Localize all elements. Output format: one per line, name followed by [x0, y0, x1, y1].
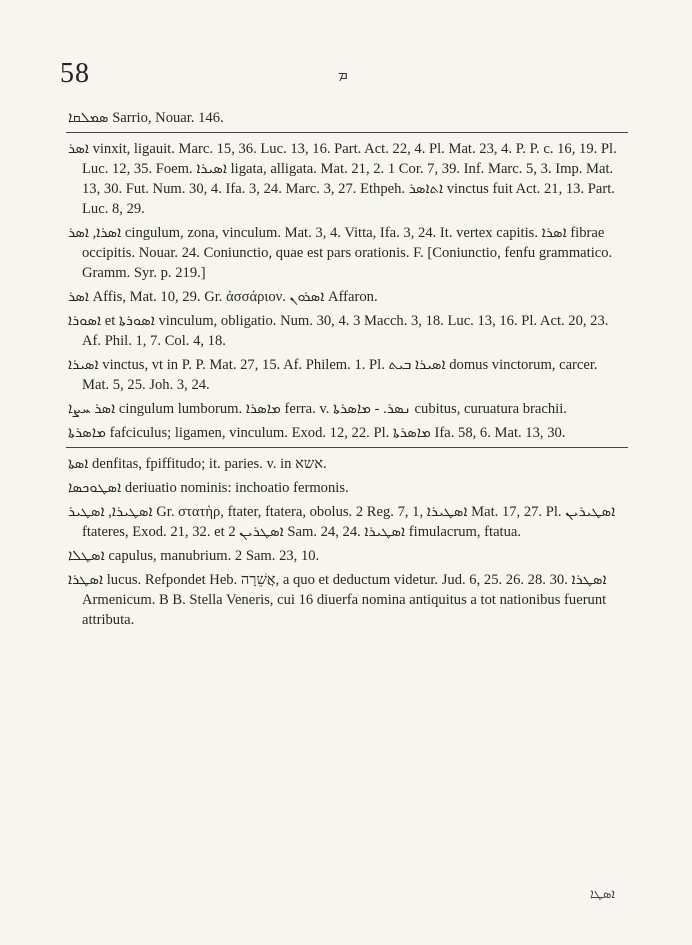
section-divider — [66, 447, 628, 448]
section-divider — [66, 132, 628, 133]
dictionary-entry: ܐܣܪ Affis, Mat. 10, 29. Gr. ἀσσάριον. ܐܣܪܘܢ Affaron. — [68, 289, 378, 305]
dictionary-entry: ܐܣܛܪܐ lucus. Refpondet Heb. אֲשֵׁרָה, a quo et deductum videtur. Jud. 6, 25. 26. 28. 30. ܐܣܛܪܐ Armenicum. B B. Stella Veneris, cui 16 diuerfa nomina antiquitus a tot nationibus fuerunt attributa. — [68, 572, 607, 628]
dictionary-entry: ܐܣܛܠܐ capulus, manubrium. 2 Sam. 23, 10. — [68, 548, 320, 564]
dictionary-entry: ܐܣܪ ܚܨܐ cingulum lumborum. ܡܐܣܪܐ ferra. v. ܢܣܪ. - ܡܐܣܪܬܐ cubitus, curuatura brachii. — [68, 401, 567, 417]
running-head: ܡ — [338, 67, 348, 83]
dictionary-entry: ܐܣܬܐ denfitas, fpiffitudo; it. paries. v. in אשא. — [68, 456, 327, 472]
dictionary-entry: ܐܣܛܘܟܣܐ deriuatio nominis: inchoatio fermonis. — [68, 480, 349, 496]
dictionary-entry: ܐܣܘܪܐ et ܐܣܘܪܬܐ vinculum, obligatio. Num. 30, 4. 3 Macch. 3, 18. Luc. 13, 16. Pl. Act. 20, 23. Af. Phil. 1, 7. Col. 4, 18. — [68, 313, 609, 349]
page-number: 58 — [60, 58, 90, 89]
catchword: ܐܣܛܐ — [590, 886, 616, 901]
dictionary-entry: ܣܡܠܩܐ Sarrio, Nouar. 146. — [68, 110, 224, 126]
dictionary-entry: ܡܐܣܪܬܐ fafciculus; ligamen, vinculum. Exod. 12, 22. Pl. ܡܐܣܪܬܐ Ifa. 58, 6. Mat. 13, 30. — [68, 425, 566, 441]
dictionary-entry: ܐܣܪ vinxit, ligauit. Marc. 15, 36. Luc. 13, 16. Part. Act. 22, 4. Pl. Mat. 23, 4. P. P. c. 16, 19. Pl. Luc. 12, 35. Foem. ܐܣܝܪܐ ligata, alligata. Mat. 21, 2. 1 Cor. 7, 39. Inf. Marc. 5, 3. Imp. Mat. 13, 30. Fut. Num. 30, 4. Ifa. 3, 24. Marc. 3, 27. Ethpeh. ܐܬܐܣܪ vinctus fuit Act. 21, 13. Part. Luc. 8, 29. — [68, 141, 617, 217]
dictionary-entry: ܐܣܛܝܪܐ, ܐܣܛܝܪ Gr. στατὴρ, ftater, ftatera, obolus. 2 Reg. 7, 1, ܐܣܛܝܪܐ Mat. 17, 27. Pl. ܐܣܛܝܪܝܢ ftateres, Exod. 21, 32. et ܐܣܛܪܝܢ 2 Sam. 24, 24. ܐܣܛܝܪܐ fimulacrum, ftatua. — [68, 504, 616, 540]
dictionary-entry: ܐܣܪܐ, ܐܣܪ cingulum, zona, vinculum. Mat. 3, 4. Vitta, Ifa. 3, 24. It. vertex capitis. ܐܣܪܐ fibrae occipitis. Nouar. 24. Coniunctio, quae est pars orationis. F. [Coniunctio, fenfu grammatico. Gramm. Syr. p. 219.] — [68, 225, 613, 281]
dictionary-entries — [68, 108, 628, 634]
dictionary-entry: ܐܣܝܪܐ vinctus, vt in P. P. Mat. 27, 15. Af. Philem. 1. Pl. ܐܣܝܪܐ ܒܝܬ domus vinctorum, carcer. Mat. 5, 25. Joh. 3, 24. — [68, 357, 598, 393]
